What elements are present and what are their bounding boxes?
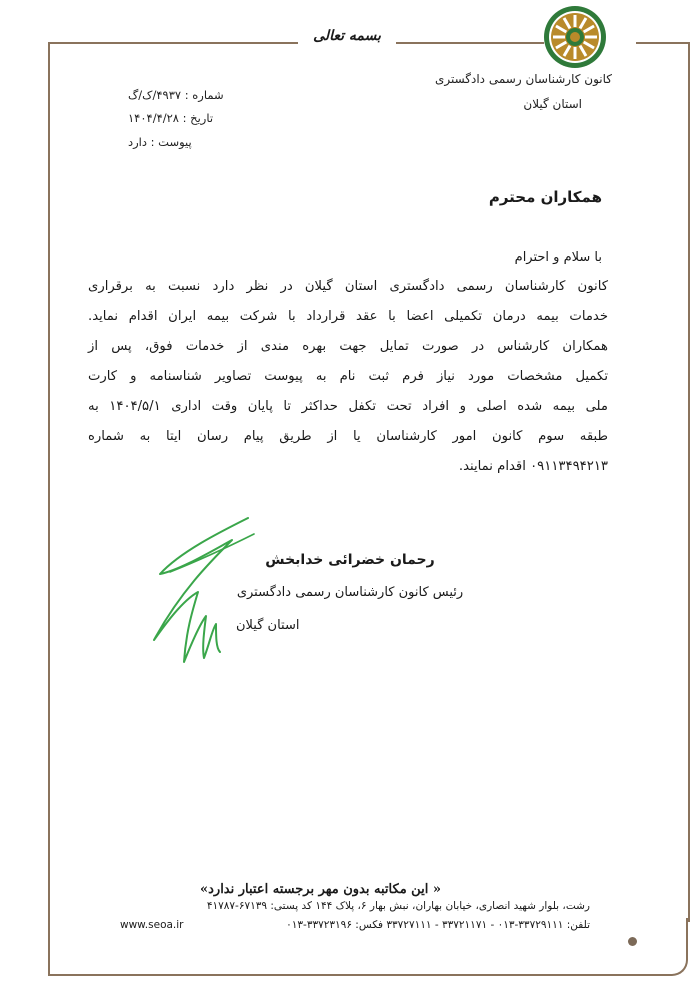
frame-bottom-border	[48, 974, 648, 976]
footer-phones: تلفن: ۳۳۷۲۹۱۱۱-۰۱۳ - ۳۳۷۲۱۱۷۱ - ۳۳۷۲۷۱۱۱ فکس: ۳۳۷۲۳۱۹۶-۰۱۳	[286, 919, 590, 931]
footer-website: www.seoa.ir	[120, 919, 184, 931]
body-line: تکمیل مشخصات مورد نیاز فرم ثبت نام به پیوست تصاویر شناسنامه و کارت	[88, 369, 608, 384]
body-line: ۰۹۱۱۳۴۹۴۲۱۳ اقدام نمایند.	[458, 459, 608, 474]
salutation: با سلام و احترام	[514, 250, 602, 265]
signer-title: رئیس کانون کارشناسان رسمی دادگستری	[236, 585, 464, 600]
org-province: استان گیلان	[523, 97, 582, 111]
frame-right-border	[688, 42, 690, 922]
corner-dot	[628, 937, 637, 946]
org-name: کانون کارشناسان رسمی دادگستری	[434, 72, 612, 86]
letter-date: تاریخ : ۱۴۰۴/۴/۲۸	[128, 111, 214, 125]
letter-number: شماره : ۴۹۳۷/ک/گ	[128, 88, 224, 102]
greeting-title: همکاران محترم	[488, 188, 602, 206]
frame-right-top-border	[636, 42, 688, 44]
footer-validity-note: « این مکاتبه بدون مهر برجسته اعتبار ندارد»	[200, 882, 441, 897]
org-logo-icon	[542, 4, 608, 70]
bismillah-heading: بسمه تعالی	[298, 28, 396, 44]
body-line: همکاران کارشناس در صورت تمایل جهت بهره مندی از خدمات فوق، پس از	[88, 339, 608, 354]
signer-province: استان گیلان	[236, 618, 300, 633]
signer-name: رحمان خضرائی خدابخش	[265, 552, 435, 568]
body-line: ملی بیمه شده اصلی و افراد تحت تکفل حداکثر تا پایان وقت اداری ۱۴۰۴/۵/۱ به	[88, 399, 608, 414]
frame-corner	[628, 918, 688, 976]
frame-left-border	[48, 42, 50, 976]
body-line: کانون کارشناسان رسمی دادگستری استان گیلان در نظر دارد نسبت به برقراری	[88, 279, 608, 294]
body-line: خدمات بیمه درمان تکمیلی اعضا با عقد قرارداد با شرکت بیمه ایران اقدام نماید.	[88, 309, 608, 324]
footer-address: رشت، بلوار شهید انصاری، خیابان بهاران، نبش بهار ۶، پلاک ۱۴۴ کد پستی: ۶۷۱۳۹-۴۱۷۸۷	[206, 900, 590, 912]
body-line: طبقه سوم کانون امور کارشناسان یا از طریق پیام رسان ایتا به شماره	[88, 429, 608, 444]
letter-attachment: پیوست : دارد	[128, 135, 192, 149]
frame-top-border	[48, 42, 544, 44]
